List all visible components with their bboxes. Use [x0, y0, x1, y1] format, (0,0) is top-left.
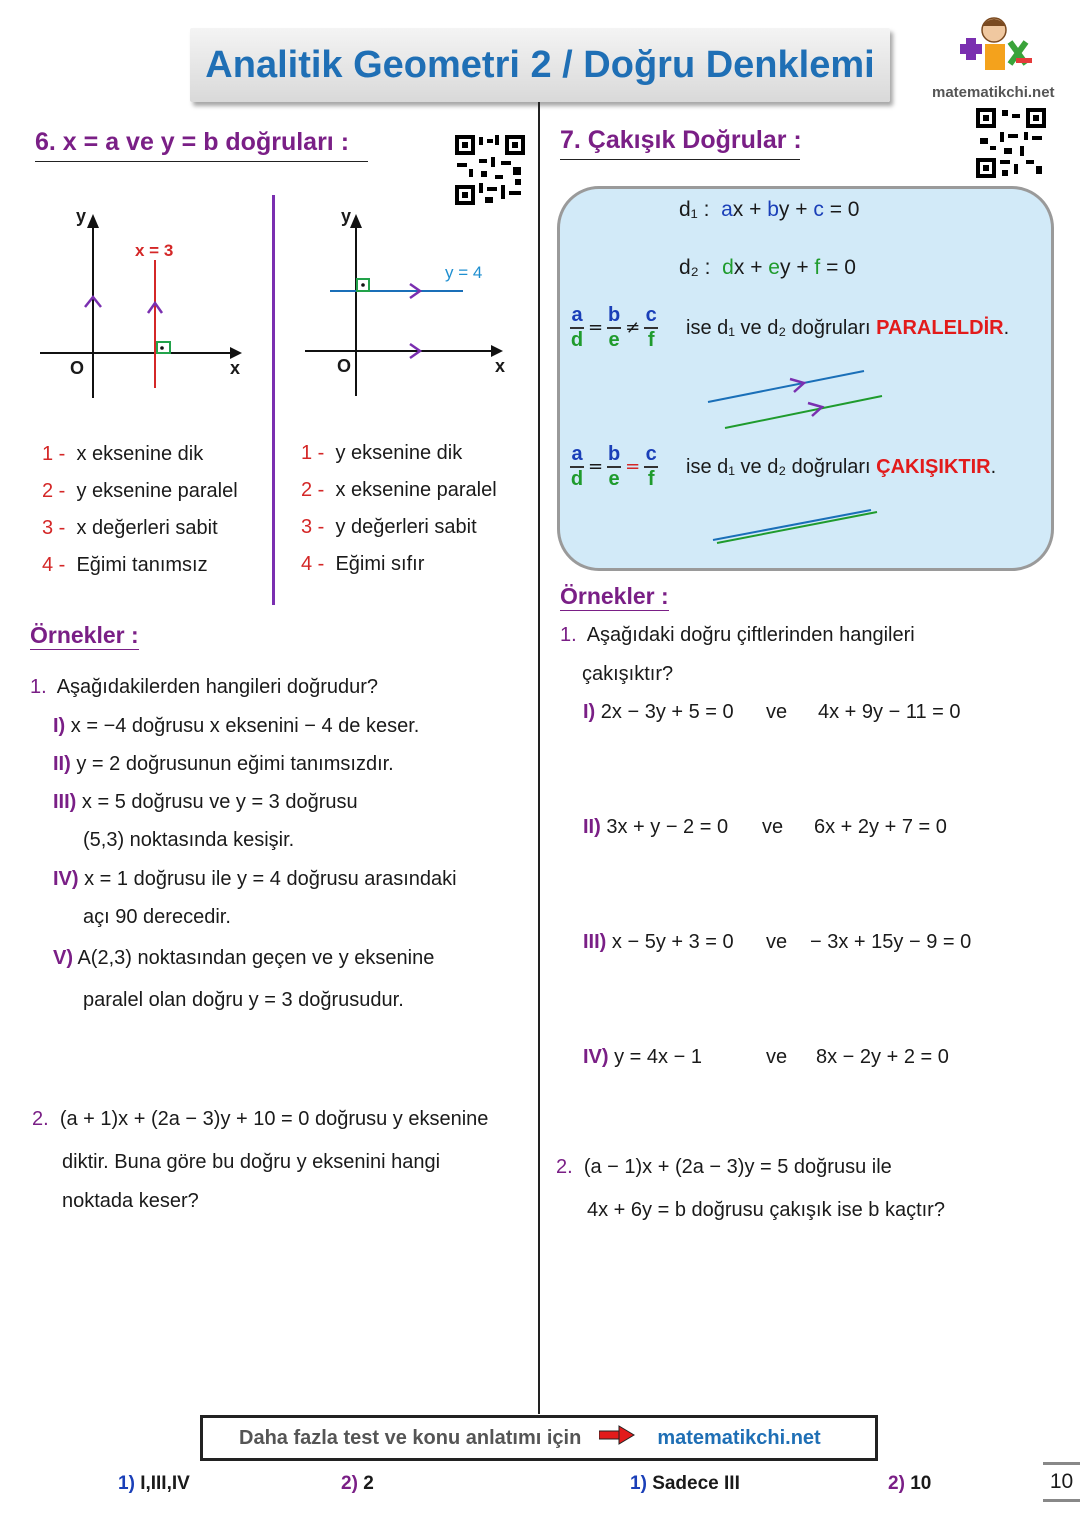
- page-number: 10: [1049, 1470, 1074, 1493]
- graph-divider: [272, 195, 275, 605]
- arrow-right-icon: [599, 1425, 635, 1451]
- parallel-lines-illustration: [700, 365, 890, 435]
- qr-code[interactable]: [455, 135, 525, 205]
- list-item: 4 - Eğimi tanımsız: [42, 554, 208, 576]
- page-number-box: [1043, 1462, 1080, 1502]
- left-question-1: 1. Aşağıdakilerden hangileri doğrudur? I) x = −4 doğrusu x eksenini − 4 de keser. II) y = 2 doğrusunun eğimi tanımsızdır. III) x = 5 doğrusu ve y = 3 doğrusu (5,3) noktasında kesişir. IV) x = 1 doğrusu ile y = 4 doğrusu arasındaki açı 90 derecedir. V) A(2,3) noktasından geçen ve y eksenine paralel olan doğru y = 3 doğrusudur.: [30, 676, 457, 1011]
- answer-left-2: 2) 2: [341, 1473, 374, 1494]
- list-x-equals-a: [42, 443, 238, 591]
- parallel-condition-text: ise d₁ ve d₂ doğruları PARALELDİR.: [686, 317, 1010, 339]
- equation-d2: d₂ : dx + ey + f = 0: [679, 256, 856, 279]
- answer-left-1: 1) I,III,IV: [118, 1473, 190, 1494]
- footer-banner[interactable]: [200, 1415, 878, 1461]
- list-item: 2 - y eksenine paralel: [42, 480, 238, 502]
- list-item: 2 - x eksenine paralel: [301, 479, 497, 501]
- graph1-line-label: x = 3: [135, 241, 174, 260]
- list-y-equals-b: [301, 442, 497, 590]
- page-title: Analitik Geometri 2 / Doğru Denklemi: [190, 28, 890, 102]
- graph1-x-label: x: [230, 358, 241, 378]
- examples-heading-left: Örnekler :: [30, 622, 139, 648]
- pair-row: II) 3x + y − 2 = 0 ve 6x + 2y + 7 = 0: [583, 816, 947, 838]
- pair-row: IV) y = 4x − 1 ve 8x − 2y + 2 = 0: [583, 1046, 949, 1068]
- pair-row: III) x − 5y + 3 = 0 ve − 3x + 15y − 9 = 0: [583, 931, 972, 953]
- graph2-x-label: x: [495, 356, 506, 376]
- section-title-6: 6. x = a ve y = b doğruları :: [35, 128, 368, 162]
- list-item: 1 - y eksenine dik: [301, 442, 463, 464]
- list-item: 4 - Eğimi sıfır: [301, 553, 425, 575]
- right-question-1: 1. Aşağıdaki doğru çiftlerinden hangileri çakışıktır?: [560, 624, 915, 685]
- qr-code-right[interactable]: [976, 108, 1046, 178]
- examples-heading-right: Örnekler :: [560, 583, 669, 609]
- graph-y-equals-4: [295, 200, 525, 410]
- graph-x-equals-3: [30, 200, 260, 410]
- pair-row: I) 2x − 3y + 5 = 0 ve 4x + 9y − 11 = 0: [583, 701, 961, 723]
- list-item: 1 - x eksenine dik: [42, 443, 204, 465]
- graph2-origin: O: [337, 356, 352, 376]
- list-item: 3 - x değerleri sabit: [42, 517, 218, 539]
- site-label[interactable]: matematikchi.net: [932, 84, 1055, 101]
- footer-link[interactable]: matematikchi.net: [657, 1426, 821, 1449]
- right-question-2: 2. (a − 1)x + (2a − 3)y = 5 doğrusu ile 4x + 6y = b doğrusu çakışık ise b kaçtır?: [556, 1156, 945, 1221]
- parallel-condition-fractions: $\frac{a}{d}$ = $\frac{b}{e}$ ≠ $\frac{c}{f}$: [570, 304, 657, 351]
- coincident-condition-fractions: $\frac{a}{d}$ = $\frac{b}{e}$ = $\frac{c}{f}$: [570, 443, 657, 490]
- answer-right-2: 2) 10: [888, 1473, 932, 1494]
- column-divider: [538, 102, 540, 1414]
- graph2-y-label: y: [341, 206, 352, 226]
- footer-text: Daha fazla test ve konu anlatımı için: [239, 1426, 582, 1449]
- graph1-y-label: y: [76, 206, 87, 226]
- coincident-condition-text: ise d₁ ve d₂ doğruları ÇAKIŞIKTIR.: [686, 456, 997, 478]
- left-question-2: 2. (a + 1)x + (2a − 3)y + 10 = 0 doğrusu y eksenine diktir. Buna göre bu doğru y eksenini hangi noktada keser?: [32, 1108, 489, 1212]
- section-title-7: 7. Çakışık Doğrular :: [560, 126, 800, 160]
- equation-d1: d₁ : ax + by + c = 0: [679, 198, 860, 221]
- graph1-origin: O: [70, 358, 85, 378]
- mascot-logo: [952, 8, 1036, 86]
- graph2-line-label: y = 4: [445, 263, 483, 282]
- list-item: 3 - y değerleri sabit: [301, 516, 477, 538]
- answer-right-1: 1) Sadece III: [630, 1473, 740, 1494]
- coincident-lines-illustration: [705, 505, 885, 550]
